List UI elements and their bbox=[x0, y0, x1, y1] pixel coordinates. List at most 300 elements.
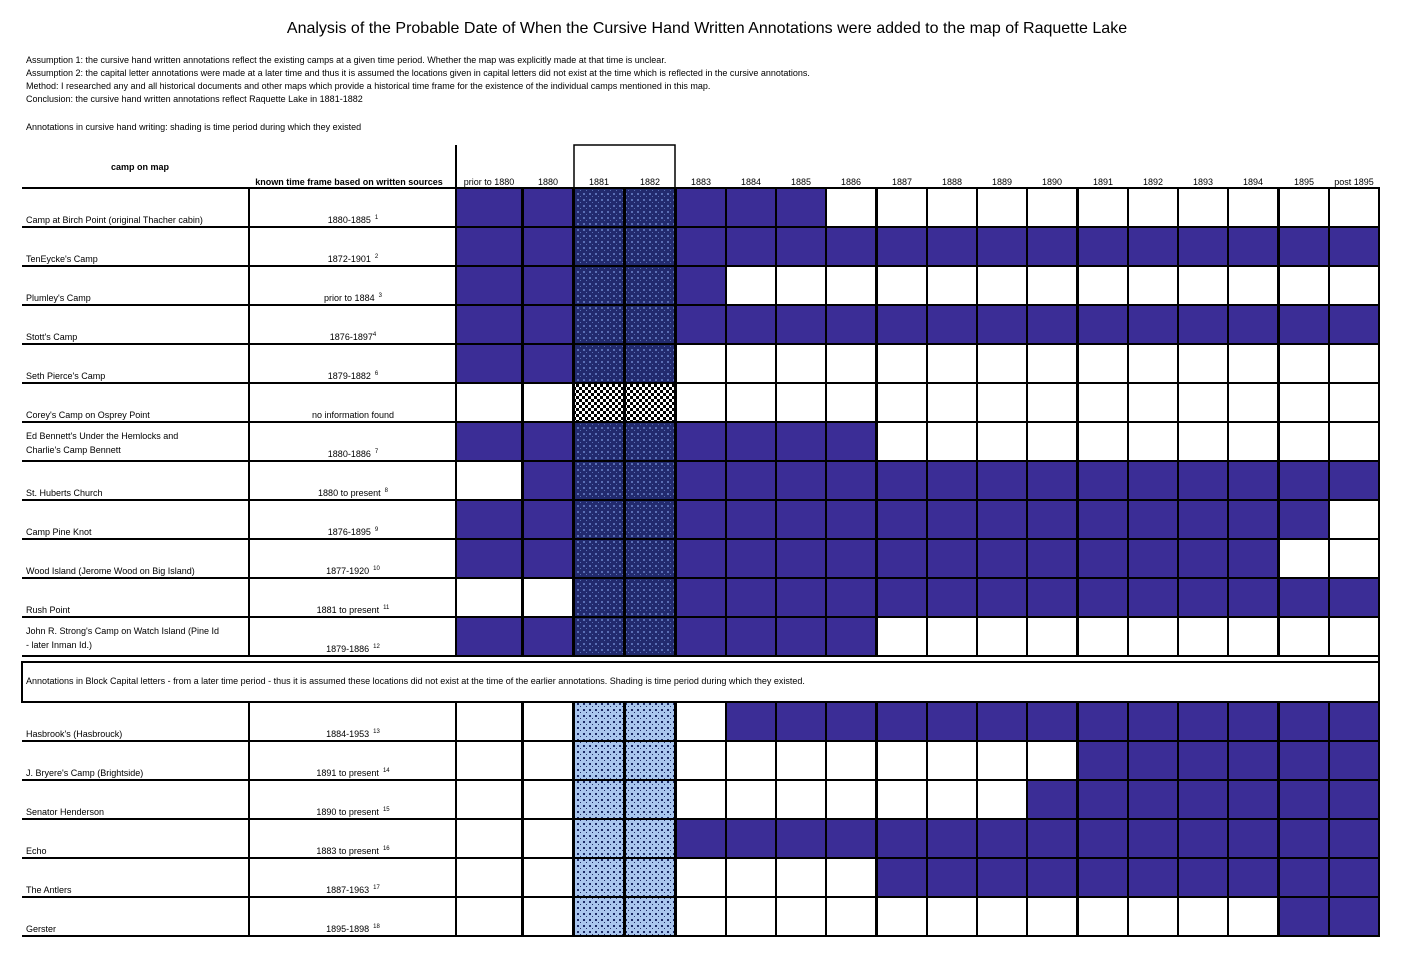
timeline-cell-1894 bbox=[1228, 500, 1278, 539]
period-header-1885: 1885 bbox=[790, 177, 812, 187]
timeline-cell-1885 bbox=[776, 383, 826, 422]
timeline-cell-1881 bbox=[574, 539, 624, 578]
timeline-cell-1886 bbox=[826, 227, 876, 266]
time-frame: prior to 1884 $^3$ bbox=[324, 293, 382, 303]
timeline-cell-1880 bbox=[523, 188, 573, 227]
time-frame: 1880-1886 $^7$ bbox=[327, 449, 379, 459]
timeline-cell-1889 bbox=[977, 702, 1027, 741]
footnote-number: 3 bbox=[378, 293, 382, 299]
timeline-cell-1886 bbox=[826, 383, 876, 422]
timeline-cell-1892 bbox=[1128, 780, 1178, 819]
timeline-cell-1891 bbox=[1078, 578, 1128, 617]
timeline-cell-1886 bbox=[826, 702, 876, 741]
timeline-cell-1884 bbox=[726, 383, 776, 422]
timeline-cell-1883 bbox=[676, 383, 726, 422]
timeline-cell-1892 bbox=[1128, 188, 1178, 227]
period-header-post-1895: post 1895 bbox=[1334, 177, 1374, 187]
timeline-cell-1883 bbox=[676, 780, 726, 819]
timeline-cell-1881 bbox=[574, 344, 624, 383]
timeline-cell-1887 bbox=[877, 344, 927, 383]
camp-name: Plumley's Camp bbox=[26, 293, 91, 303]
footnote-number: 6 bbox=[374, 371, 379, 377]
timeline-cell-1887 bbox=[877, 461, 927, 500]
timeline-cell-1889 bbox=[977, 383, 1027, 422]
timeline-cell-1884 bbox=[726, 227, 776, 266]
timeline-cell-1888 bbox=[927, 266, 977, 305]
timeline-cell-1895 bbox=[1279, 305, 1329, 344]
timeline-cell-1894 bbox=[1228, 858, 1278, 897]
timeline-cell-post-1895 bbox=[1329, 461, 1379, 500]
timeline-cell-post-1895 bbox=[1329, 897, 1379, 936]
timeline-cell-1892 bbox=[1128, 266, 1178, 305]
timeline-cell-1892 bbox=[1128, 422, 1178, 461]
timeline-cell-1892 bbox=[1128, 305, 1178, 344]
camp-name: J. Bryere's Camp (Brightside) bbox=[26, 768, 144, 778]
timeline-cell-1882 bbox=[625, 461, 675, 500]
timeline-cell-1893 bbox=[1178, 741, 1228, 780]
timeline-cell-1891 bbox=[1078, 858, 1128, 897]
timeline-cell-prior-to-1880 bbox=[456, 344, 522, 383]
timeline-cell-1890 bbox=[1027, 780, 1077, 819]
camp-name: Gerster bbox=[26, 924, 57, 934]
timeline-cell-1893 bbox=[1178, 858, 1228, 897]
timeline-cell-1893 bbox=[1178, 897, 1228, 936]
footnote-number: 11 bbox=[383, 605, 390, 611]
timeline-cell-1892 bbox=[1128, 461, 1178, 500]
timeline-cell-1890 bbox=[1027, 897, 1077, 936]
camp-name: Ed Bennett's Under the Hemlocks and bbox=[26, 431, 179, 441]
period-header-1882: 1882 bbox=[639, 177, 661, 187]
timeline-cell-1888 bbox=[927, 702, 977, 741]
timeline-cell-1882 bbox=[625, 819, 675, 858]
timeline-cell-1889 bbox=[977, 858, 1027, 897]
time-frame: 1872-1901 $^2$ bbox=[327, 254, 379, 264]
time-frame: 1880-1885 $^1$ bbox=[327, 215, 379, 225]
timeline-cell-1886 bbox=[826, 266, 876, 305]
timeline-cell-1890 bbox=[1027, 422, 1077, 461]
timeline-cell-1881 bbox=[574, 188, 624, 227]
timeline-cell-1884 bbox=[726, 188, 776, 227]
timeline-cell-prior-to-1880 bbox=[456, 539, 522, 578]
timeline-cell-1881 bbox=[574, 858, 624, 897]
timeline-cell-prior-to-1880 bbox=[456, 500, 522, 539]
timeline-cell-1891 bbox=[1078, 819, 1128, 858]
timeline-cell-1893 bbox=[1178, 702, 1228, 741]
timeline-cell-1883 bbox=[676, 500, 726, 539]
timeline-cell-1881 bbox=[574, 897, 624, 936]
timeline-cell-1892 bbox=[1128, 227, 1178, 266]
timeline-cell-1883 bbox=[676, 305, 726, 344]
timeline-cell-1891 bbox=[1078, 702, 1128, 741]
timeline-cell-1889 bbox=[977, 188, 1027, 227]
timeline-cell-1891 bbox=[1078, 188, 1128, 227]
timeline-cell-1891 bbox=[1078, 422, 1128, 461]
timeline-cell-1884 bbox=[726, 578, 776, 617]
timeline-cell-1880 bbox=[523, 461, 573, 500]
footnote-number: 15 bbox=[382, 807, 390, 813]
timeline-cell-1891 bbox=[1078, 344, 1128, 383]
timeline-cell-1882 bbox=[625, 383, 675, 422]
camp-name: TenEycke's Camp bbox=[26, 254, 98, 264]
timeline-cell-1883 bbox=[676, 819, 726, 858]
footnote-number: 2 bbox=[374, 254, 379, 260]
time-frame: 1890 to present $^{15}$ bbox=[316, 807, 390, 817]
timeline-cell-1883 bbox=[676, 858, 726, 897]
timeline-cell-1889 bbox=[977, 461, 1027, 500]
timeline-cell-1887 bbox=[877, 227, 927, 266]
camp-name: Senator Henderson bbox=[26, 807, 105, 817]
timeline-cell-1882 bbox=[625, 266, 675, 305]
timeline-cell-1895 bbox=[1279, 227, 1329, 266]
timeline-cell-1887 bbox=[877, 383, 927, 422]
timeline-cell-1887 bbox=[877, 741, 927, 780]
timeline-cell-1893 bbox=[1178, 383, 1228, 422]
timeline-cell-1882 bbox=[625, 780, 675, 819]
timeline-cell-1895 bbox=[1279, 422, 1329, 461]
timeline-cell-1880 bbox=[523, 344, 573, 383]
timeline-cell-1894 bbox=[1228, 578, 1278, 617]
camp-column-header: camp on map bbox=[110, 162, 170, 172]
timeline-cell-1888 bbox=[927, 780, 977, 819]
timeline-cell-1882 bbox=[625, 578, 675, 617]
footnote-number: 8 bbox=[384, 488, 388, 494]
timeline-cell-1893 bbox=[1178, 539, 1228, 578]
timeline-cell-1888 bbox=[927, 819, 977, 858]
timeline-cell-1886 bbox=[826, 897, 876, 936]
timeline-cell-1895 bbox=[1279, 897, 1329, 936]
timeline-cell-1893 bbox=[1178, 188, 1228, 227]
timeline-cell-prior-to-1880 bbox=[456, 617, 522, 656]
timeline-cell-1880 bbox=[523, 741, 573, 780]
timeline-cell-1887 bbox=[877, 780, 927, 819]
timeline-cell-1885 bbox=[776, 780, 826, 819]
assumption-2-text: Assumption 2: the capital letter annotations were made at a later time and thus it is assumed the locations given in capital letters did not exist at the time which is reflected in the cursive annotations. bbox=[26, 68, 810, 78]
timeline-cell-1884 bbox=[726, 702, 776, 741]
timeline-cell-1895 bbox=[1279, 188, 1329, 227]
timeline-cell-1895 bbox=[1279, 461, 1329, 500]
timeline-cell-1888 bbox=[927, 461, 977, 500]
timeline-cell-1894 bbox=[1228, 741, 1278, 780]
time-frame: 1879-1886 $^{12}$ bbox=[326, 644, 380, 654]
timeline-cell-1880 bbox=[523, 617, 573, 656]
timeline-cell-1895 bbox=[1279, 858, 1329, 897]
timeline-cell-1893 bbox=[1178, 227, 1228, 266]
timeline-cell-1893 bbox=[1178, 780, 1228, 819]
footnote-number: 4 bbox=[372, 332, 377, 338]
timeline-cell-1889 bbox=[977, 539, 1027, 578]
timeline-cell-1886 bbox=[826, 539, 876, 578]
timeline-cell-1893 bbox=[1178, 344, 1228, 383]
timeline-cell-1880 bbox=[523, 539, 573, 578]
time-frame: 1881 to present $^{11}$ bbox=[316, 605, 390, 615]
time-frame: 1883 to present $^{16}$ bbox=[316, 846, 390, 856]
time-frame: 1879-1882 $^6$ bbox=[327, 371, 379, 381]
timeline-cell-post-1895 bbox=[1329, 780, 1379, 819]
timeline-cell-1892 bbox=[1128, 741, 1178, 780]
camp-name: Camp at Birch Point (original Thacher cabin) bbox=[26, 215, 203, 225]
timeline-cell-1881 bbox=[574, 819, 624, 858]
timeline-cell-1889 bbox=[977, 227, 1027, 266]
timeline-cell-1881 bbox=[574, 578, 624, 617]
timeline-cell-1885 bbox=[776, 578, 826, 617]
conclusion-text: Conclusion: the cursive hand written annotations reflect Raquette Lake in 1881-1882 bbox=[26, 94, 363, 104]
timeline-cell-prior-to-1880 bbox=[456, 461, 522, 500]
timeline-cell-1884 bbox=[726, 741, 776, 780]
timeline-cell-1880 bbox=[523, 305, 573, 344]
timeline-cell-1881 bbox=[574, 422, 624, 461]
timeline-cell-1888 bbox=[927, 539, 977, 578]
timeline-cell-1894 bbox=[1228, 422, 1278, 461]
timeline-cell-prior-to-1880 bbox=[456, 305, 522, 344]
timeline-cell-1890 bbox=[1027, 539, 1077, 578]
timeline-cell-1891 bbox=[1078, 383, 1128, 422]
camp-name: Hasbrook's (Hasbrouck) bbox=[26, 729, 123, 739]
timeline-cell-1884 bbox=[726, 780, 776, 819]
timeline-cell-post-1895 bbox=[1329, 858, 1379, 897]
timeline-cell-1884 bbox=[726, 461, 776, 500]
timeline-cell-1888 bbox=[927, 741, 977, 780]
timeline-cell-prior-to-1880 bbox=[456, 819, 522, 858]
camp-name: Echo bbox=[26, 846, 47, 856]
timeline-cell-1886 bbox=[826, 741, 876, 780]
camp-name: The Antlers bbox=[26, 885, 72, 895]
timeline-cell-1886 bbox=[826, 858, 876, 897]
camp-name-line2: Charlie's Camp Bennett bbox=[26, 445, 121, 455]
timeline-cell-1891 bbox=[1078, 461, 1128, 500]
timeline-cell-1885 bbox=[776, 819, 826, 858]
timeline-cell-1883 bbox=[676, 702, 726, 741]
timeline-cell-post-1895 bbox=[1329, 741, 1379, 780]
timeline-cell-1882 bbox=[625, 897, 675, 936]
timeline-cell-1890 bbox=[1027, 617, 1077, 656]
timeline-cell-1880 bbox=[523, 702, 573, 741]
timeline-cell-1890 bbox=[1027, 344, 1077, 383]
timeline-cell-post-1895 bbox=[1329, 500, 1379, 539]
timeline-cell-post-1895 bbox=[1329, 819, 1379, 858]
timeline-cell-1891 bbox=[1078, 227, 1128, 266]
timeline-cell-1890 bbox=[1027, 819, 1077, 858]
timeline-cell-1890 bbox=[1027, 500, 1077, 539]
timeline-cell-1888 bbox=[927, 383, 977, 422]
period-header-1894: 1894 bbox=[1242, 177, 1264, 187]
timeline-cell-1895 bbox=[1279, 702, 1329, 741]
camp-name: Wood Island (Jerome Wood on Big Island) bbox=[26, 566, 195, 576]
timeline-cell-1888 bbox=[927, 858, 977, 897]
timeline-cell-1885 bbox=[776, 539, 826, 578]
timeline-cell-1887 bbox=[877, 422, 927, 461]
period-header-1890: 1890 bbox=[1041, 177, 1063, 187]
camp-name: Corey's Camp on Osprey Point bbox=[26, 410, 150, 420]
timeline-cell-1888 bbox=[927, 305, 977, 344]
time-frame: 1880 to present $^8$ bbox=[318, 488, 388, 498]
timeline-cell-1886 bbox=[826, 461, 876, 500]
footnote-number: 1 bbox=[374, 215, 379, 221]
timeline-cell-1887 bbox=[877, 617, 927, 656]
timeline-cell-post-1895 bbox=[1329, 383, 1379, 422]
timeline-cell-1886 bbox=[826, 500, 876, 539]
camp-name-line2: - later Inman Id.) bbox=[26, 640, 93, 650]
timeline-cell-1887 bbox=[877, 188, 927, 227]
timeline-cell-1893 bbox=[1178, 266, 1228, 305]
chart-title: Analysis of the Probable Date of When the Cursive Hand Written Annotations were added to the map of Raquette Lake bbox=[286, 20, 1128, 37]
timeline-cell-prior-to-1880 bbox=[456, 858, 522, 897]
timeline-cell-1881 bbox=[574, 500, 624, 539]
timeline-cell-post-1895 bbox=[1329, 188, 1379, 227]
timeline-cell-1894 bbox=[1228, 266, 1278, 305]
timeline-cell-1889 bbox=[977, 266, 1027, 305]
footnote-number: 13 bbox=[373, 729, 380, 735]
timeline-cell-1882 bbox=[625, 539, 675, 578]
timeline-cell-1894 bbox=[1228, 780, 1278, 819]
timeline-cell-1888 bbox=[927, 617, 977, 656]
timeline-cell-1882 bbox=[625, 305, 675, 344]
timeline-cell-1891 bbox=[1078, 539, 1128, 578]
footnote-number: 12 bbox=[373, 644, 380, 650]
timeline-cell-1889 bbox=[977, 741, 1027, 780]
timeline-cell-prior-to-1880 bbox=[456, 780, 522, 819]
timeline-cell-1894 bbox=[1228, 539, 1278, 578]
period-header-1889: 1889 bbox=[991, 177, 1013, 187]
timeline-cell-1895 bbox=[1279, 539, 1329, 578]
timeline-cell-1887 bbox=[877, 578, 927, 617]
period-header-1888: 1888 bbox=[941, 177, 963, 187]
timeline-cell-post-1895 bbox=[1329, 305, 1379, 344]
footnote-number: 10 bbox=[373, 566, 380, 572]
time-frame: 1895-1898 $^{18}$ bbox=[326, 924, 380, 934]
timeline-cell-1886 bbox=[826, 422, 876, 461]
timeline-cell-1894 bbox=[1228, 461, 1278, 500]
timeline-cell-1885 bbox=[776, 422, 826, 461]
timeline-cell-1883 bbox=[676, 578, 726, 617]
timeline-cell-1894 bbox=[1228, 188, 1278, 227]
timeline-cell-1893 bbox=[1178, 819, 1228, 858]
timeline-cell-1882 bbox=[625, 500, 675, 539]
timeline-cell-1884 bbox=[726, 897, 776, 936]
timeline-cell-1884 bbox=[726, 539, 776, 578]
timeline-cell-1886 bbox=[826, 188, 876, 227]
timeline-cell-1884 bbox=[726, 344, 776, 383]
timeline-cell-1884 bbox=[726, 422, 776, 461]
timeline-cell-1884 bbox=[726, 305, 776, 344]
timeline-cell-1886 bbox=[826, 819, 876, 858]
timeline-cell-1880 bbox=[523, 500, 573, 539]
camp-name: Rush Point bbox=[26, 605, 71, 615]
method-text: Method: I researched any and all historical documents and other maps which provide a historical time frame for the existence of the individual camps mentioned in this map. bbox=[26, 81, 711, 91]
timeline-cell-1895 bbox=[1279, 819, 1329, 858]
footnote-number: 17 bbox=[373, 885, 380, 891]
timeline-cell-1880 bbox=[523, 422, 573, 461]
timeline-cell-1891 bbox=[1078, 617, 1128, 656]
timeline-cell-1891 bbox=[1078, 780, 1128, 819]
timeline-cell-1895 bbox=[1279, 266, 1329, 305]
timeline-cell-1887 bbox=[877, 702, 927, 741]
timeline-cell-1892 bbox=[1128, 344, 1178, 383]
time-frame: 1876-1895 $^9$ bbox=[327, 527, 379, 537]
timeline-cell-1882 bbox=[625, 227, 675, 266]
timeline-cell-1890 bbox=[1027, 578, 1077, 617]
timeline-cell-1883 bbox=[676, 266, 726, 305]
period-header-1881: 1881 bbox=[588, 177, 610, 187]
timeline-cell-prior-to-1880 bbox=[456, 227, 522, 266]
timeline-cell-prior-to-1880 bbox=[456, 188, 522, 227]
timeline-cell-1887 bbox=[877, 266, 927, 305]
timeline-cell-1882 bbox=[625, 617, 675, 656]
timeline-cell-1884 bbox=[726, 266, 776, 305]
timeline-cell-1891 bbox=[1078, 266, 1128, 305]
timeline-cell-1892 bbox=[1128, 617, 1178, 656]
timeline-cell-1889 bbox=[977, 500, 1027, 539]
timeline-cell-prior-to-1880 bbox=[456, 422, 522, 461]
timeline-cell-post-1895 bbox=[1329, 578, 1379, 617]
timeline-cell-prior-to-1880 bbox=[456, 266, 522, 305]
timeline-cell-1884 bbox=[726, 858, 776, 897]
timeline-cell-1894 bbox=[1228, 383, 1278, 422]
period-header-1887: 1887 bbox=[891, 177, 913, 187]
timeline-cell-1882 bbox=[625, 188, 675, 227]
timeline-cell-1881 bbox=[574, 780, 624, 819]
timeline-cell-1888 bbox=[927, 897, 977, 936]
timeline-cell-1892 bbox=[1128, 897, 1178, 936]
footnote-number: 14 bbox=[382, 768, 390, 774]
timeline-cell-prior-to-1880 bbox=[456, 578, 522, 617]
timeline-cell-1883 bbox=[676, 897, 726, 936]
timeline-cell-1887 bbox=[877, 819, 927, 858]
timeline-cell-1885 bbox=[776, 741, 826, 780]
timeline-cell-1893 bbox=[1178, 578, 1228, 617]
camp-name: John R. Strong's Camp on Watch Island (Pine Id bbox=[26, 626, 219, 636]
timeline-cell-1886 bbox=[826, 780, 876, 819]
timeline-cell-1885 bbox=[776, 702, 826, 741]
timeline-cell-1882 bbox=[625, 858, 675, 897]
timeline-cell-1892 bbox=[1128, 819, 1178, 858]
period-header-1891: 1891 bbox=[1092, 177, 1114, 187]
timeline-cell-1881 bbox=[574, 305, 624, 344]
timeline-cell-1894 bbox=[1228, 819, 1278, 858]
timeline-cell-1883 bbox=[676, 539, 726, 578]
timeline-cell-1884 bbox=[726, 819, 776, 858]
timeline-cell-1882 bbox=[625, 702, 675, 741]
period-header-1893: 1893 bbox=[1192, 177, 1214, 187]
timeline-cell-1886 bbox=[826, 305, 876, 344]
timeline-cell-1894 bbox=[1228, 702, 1278, 741]
timeline-cell-1883 bbox=[676, 741, 726, 780]
timeline-cell-1883 bbox=[676, 188, 726, 227]
timeline-cell-1890 bbox=[1027, 227, 1077, 266]
timeline-cell-1882 bbox=[625, 422, 675, 461]
period-header-1892: 1892 bbox=[1142, 177, 1164, 187]
timeline-cell-1883 bbox=[676, 461, 726, 500]
camp-name: Camp Pine Knot bbox=[26, 527, 92, 537]
timeline-cell-1882 bbox=[625, 741, 675, 780]
timeline-cell-1880 bbox=[523, 266, 573, 305]
timeline-cell-1891 bbox=[1078, 897, 1128, 936]
timeline-cell-post-1895 bbox=[1329, 344, 1379, 383]
timeline-cell-1895 bbox=[1279, 780, 1329, 819]
timeline-cell-post-1895 bbox=[1329, 422, 1379, 461]
timeline-cell-1895 bbox=[1279, 500, 1329, 539]
timeline-cell-1888 bbox=[927, 344, 977, 383]
footnote-number: 7 bbox=[374, 449, 379, 455]
camp-name: St. Huberts Church bbox=[26, 488, 103, 498]
timeline-cell-1888 bbox=[927, 578, 977, 617]
timeline-cell-1889 bbox=[977, 305, 1027, 344]
timeline-cell-1890 bbox=[1027, 702, 1077, 741]
timeline-cell-prior-to-1880 bbox=[456, 383, 522, 422]
timeline-cell-1880 bbox=[523, 578, 573, 617]
timeline-cell-post-1895 bbox=[1329, 227, 1379, 266]
timeline-cell-post-1895 bbox=[1329, 539, 1379, 578]
timeline-cell-post-1895 bbox=[1329, 702, 1379, 741]
